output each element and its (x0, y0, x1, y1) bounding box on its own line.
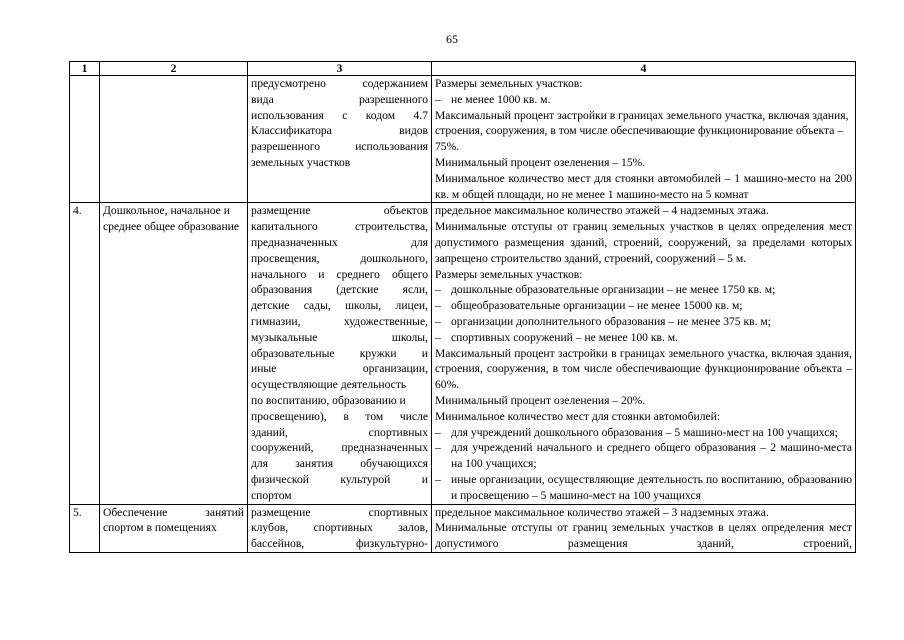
use-description-cell (248, 76, 432, 203)
use-description-cell (248, 203, 432, 504)
sizes-item: – общеобразовательные организации – не менее 15000 кв. м; (435, 298, 852, 314)
build-percent-text: Максимальный процент застройки в границах земельного участка, включая здания, строения, сооружения, в том числе обеспечивающие функционирование объекта – 75%. (435, 108, 849, 154)
description-line: музыкальные школы, (251, 330, 428, 344)
use-name-cell: Обеспечение занятий спортом в помещениях (100, 504, 248, 552)
sizes-item: – не менее 1000 кв. м. (435, 92, 852, 108)
header-cell: 2 (100, 62, 248, 76)
row-number-cell: 4. (70, 203, 100, 504)
description-line: сооружений, предназначенных (251, 441, 428, 455)
description-line: образовательные кружки и (251, 346, 428, 360)
sizes-title: Размеры земельных участков: (435, 267, 583, 281)
build-percent-text: Максимальный процент застройки в границах земельного участка, включая здания, строения, сооружения, в том числе обеспечивающие функционирование объекта – 60%. (435, 346, 852, 392)
zoning-regulations-table (69, 61, 856, 553)
table-row (70, 504, 856, 552)
parking-item: – иные организации, осуществляющие деятельность по воспитанию, образованию и просвещению – 5 машино-мест на 100 учащихся (435, 472, 852, 504)
parking-title: Минимальное количество мест для стоянки автомобилей: (435, 409, 721, 423)
header-cell: 4 (432, 62, 856, 76)
description-line: предусмотрено содержанием (251, 77, 428, 90)
description-line: осуществляющие деятельность (251, 378, 407, 392)
description-line: образования (детские ясли, (251, 283, 428, 297)
parameters-cell (432, 76, 856, 203)
table-row (70, 76, 856, 203)
use-name-cell: Дошкольное, начальное и среднее общее образование (100, 203, 248, 504)
table-header-row (70, 62, 856, 76)
description-line: просвещению), в том числе (251, 409, 428, 423)
green-percent-text: Минимальный процент озеленения – 15%. (435, 155, 646, 169)
description-line: детские сады, школы, лицеи, (251, 299, 428, 313)
green-percent-text: Минимальный процент озеленения – 20%. (435, 393, 646, 407)
description-line: вида разрешенного (251, 92, 428, 106)
sizes-item: – дошкольные образовательные организации – не менее 1750 кв. м; (435, 282, 852, 298)
page-number: 65 (446, 32, 458, 46)
description-line: предназначенных для (251, 235, 428, 249)
description-line: гимназии, художественные, (251, 314, 428, 328)
parking-item: – для учреждений дошкольного образования – 5 машино-мест на 100 учащихся; (435, 425, 852, 441)
description-line: физической культурой и (251, 472, 428, 486)
description-line: спортом (251, 488, 292, 502)
description-line: для занятия обучающихся (251, 457, 428, 471)
setbacks-text: Минимальные отступы от границ земельных участков в целях определения мест допустимого размещения зданий, строений, сооружений, за пределами которых запрещено строительство зданий, строений, сооружений – 5 м. (435, 220, 852, 265)
description-line: просвещения, дошкольного, (251, 251, 428, 265)
use-name-cell (100, 76, 248, 203)
description-line: клубов, спортивных залов, (251, 521, 428, 535)
description-line: иные организации, (251, 362, 428, 376)
row-number-cell (70, 76, 100, 203)
header-cell: 3 (248, 62, 432, 76)
sizes-item: – спортивных сооружений – не менее 100 кв. м. (435, 330, 852, 346)
parameters-cell (432, 203, 856, 504)
sizes-title: Размеры земельных участков: (435, 77, 583, 90)
sizes-item: – организации дополнительного образования – не менее 375 кв. м; (435, 314, 852, 330)
floors-text: предельное максимальное количество этажей – 3 надземных этажа. (435, 505, 769, 519)
header-cell: 1 (70, 62, 100, 76)
floors-text: предельное максимальное количество этажей – 4 надземных этажа. (435, 204, 769, 218)
description-line: бассейнов, физкультурно- (251, 537, 428, 551)
use-description-cell (248, 504, 432, 552)
description-line: капитального строительства, (251, 220, 428, 234)
setbacks-text: Минимальные отступы от границ земельных участков в целях определения мест допустимого размещения зданий, строений, (435, 521, 852, 551)
description-line: использования с кодом 4.7 (251, 108, 428, 122)
table-row (70, 203, 856, 504)
row-number-cell: 5. (70, 504, 100, 552)
description-line: по воспитанию, образованию и (251, 393, 406, 407)
description-line: начального и среднего общего (251, 267, 428, 281)
parking-text: Минимальное количество мест для стоянки автомобилей – 1 машино-место на 200 кв. м общей площади, но не менее 1 машино-место на 5 комнат (435, 171, 852, 201)
description-line: размещение объектов (251, 204, 428, 218)
description-line: Классификатора видов (251, 124, 428, 138)
parking-item: – для учреждений начального и среднего общего образования – 2 машино-места на 100 учащихся; (435, 440, 852, 472)
description-line: зданий, спортивных (251, 425, 428, 439)
description-line: земельных участков (251, 155, 351, 169)
description-line: разрешенного использования (251, 140, 428, 154)
description-line: размещение спортивных (251, 505, 428, 519)
parameters-cell (432, 504, 856, 552)
